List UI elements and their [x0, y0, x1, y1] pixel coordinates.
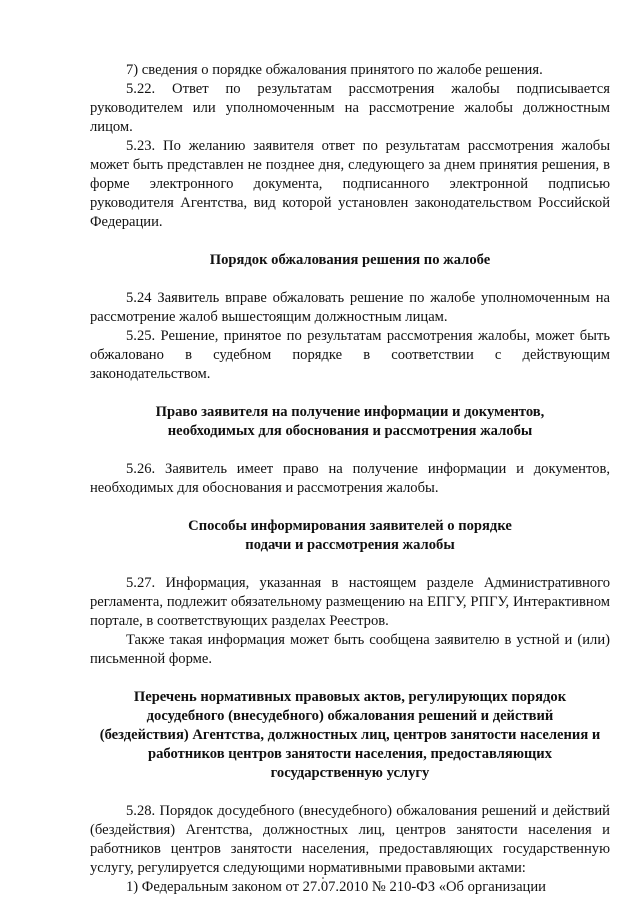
section-legal-acts-heading: [90, 688, 610, 783]
heading-line: Право заявителя на получение информации и документов,: [155, 404, 545, 420]
section-rights-heading: [90, 403, 610, 441]
paragraph-5-22: 5.22. Ответ по результатам рассмотрения жалобы подписывается руководителем или уполномоченным на рассмотрение жалобы должностным лицом.: [90, 81, 610, 135]
paragraph-5-23: 5.23. По желанию заявителя ответ по результатам рассмотрения жалобы может быть представлен не позднее дня, следующего за днем принятия решения, в форме электронного документа, подписанного электронной подписью руководителя Агентства, вид которой установлен законодательством Российской Федерации.: [90, 138, 610, 230]
document-body: [90, 61, 610, 897]
heading-line: подачи и рассмотрения жалобы: [245, 537, 455, 553]
paragraph-5-27: 5.27. Информация, указанная в настоящем разделе Административного регламента, подлежит обязательному размещению на ЕПГУ, РПГУ, Интерактивном портале, в соответствующих разделах Реестров.: [90, 575, 610, 629]
heading-line: Способы информирования заявителей о порядке: [188, 518, 512, 534]
heading-line: Порядок обжалования решения по жалобе: [209, 252, 491, 268]
heading-line: (бездействия) Агентства, должностных лиц, центров занятости населения и: [99, 727, 601, 743]
section-appeal-heading: [90, 251, 610, 270]
paragraph-5-28: 5.28. Порядок досудебного (внесудебного) обжалования решений и действий (бездействия) Агентства, должностных лиц, центров занятости населения и работников центров занятости населения, предоставляющих государственную услугу, регулируется следующими нормативными правовыми актами:: [90, 803, 610, 876]
scan-speck: [322, 877, 324, 879]
heading-line: досудебного (внесудебного) обжалования решений и действий: [146, 708, 554, 724]
paragraph-5-24: 5.24 Заявитель вправе обжаловать решение по жалобе уполномоченным на рассмотрение жалоб вышестоящим должностным лицам.: [90, 290, 610, 325]
paragraph-5-26: 5.26. Заявитель имеет право на получение информации и документов, необходимых для обоснования и рассмотрения жалобы.: [90, 461, 610, 496]
paragraph-law-1: 1) Федеральным законом от 27.07.2010 № 210-ФЗ «Об организации: [126, 879, 546, 895]
heading-line: работников центров занятости населения, предоставляющих: [147, 746, 553, 762]
paragraph-5-25: 5.25. Решение, принятое по результатам рассмотрения жалобы, может быть обжаловано в судебном порядке в соответствии с действующим законодательством.: [90, 328, 610, 382]
heading-line: необходимых для обоснования и рассмотрения жалобы: [167, 423, 533, 439]
paragraph-also: Также такая информация может быть сообщена заявителю в устной и (или) письменной форме.: [90, 632, 610, 667]
item-7-text: 7) сведения о порядке обжалования принятого по жалобе решения.: [126, 62, 543, 78]
heading-line: Перечень нормативных правовых актов, регулирующих порядок: [133, 689, 567, 705]
section-methods-heading: [90, 517, 610, 555]
heading-line: государственную услугу: [270, 765, 430, 781]
